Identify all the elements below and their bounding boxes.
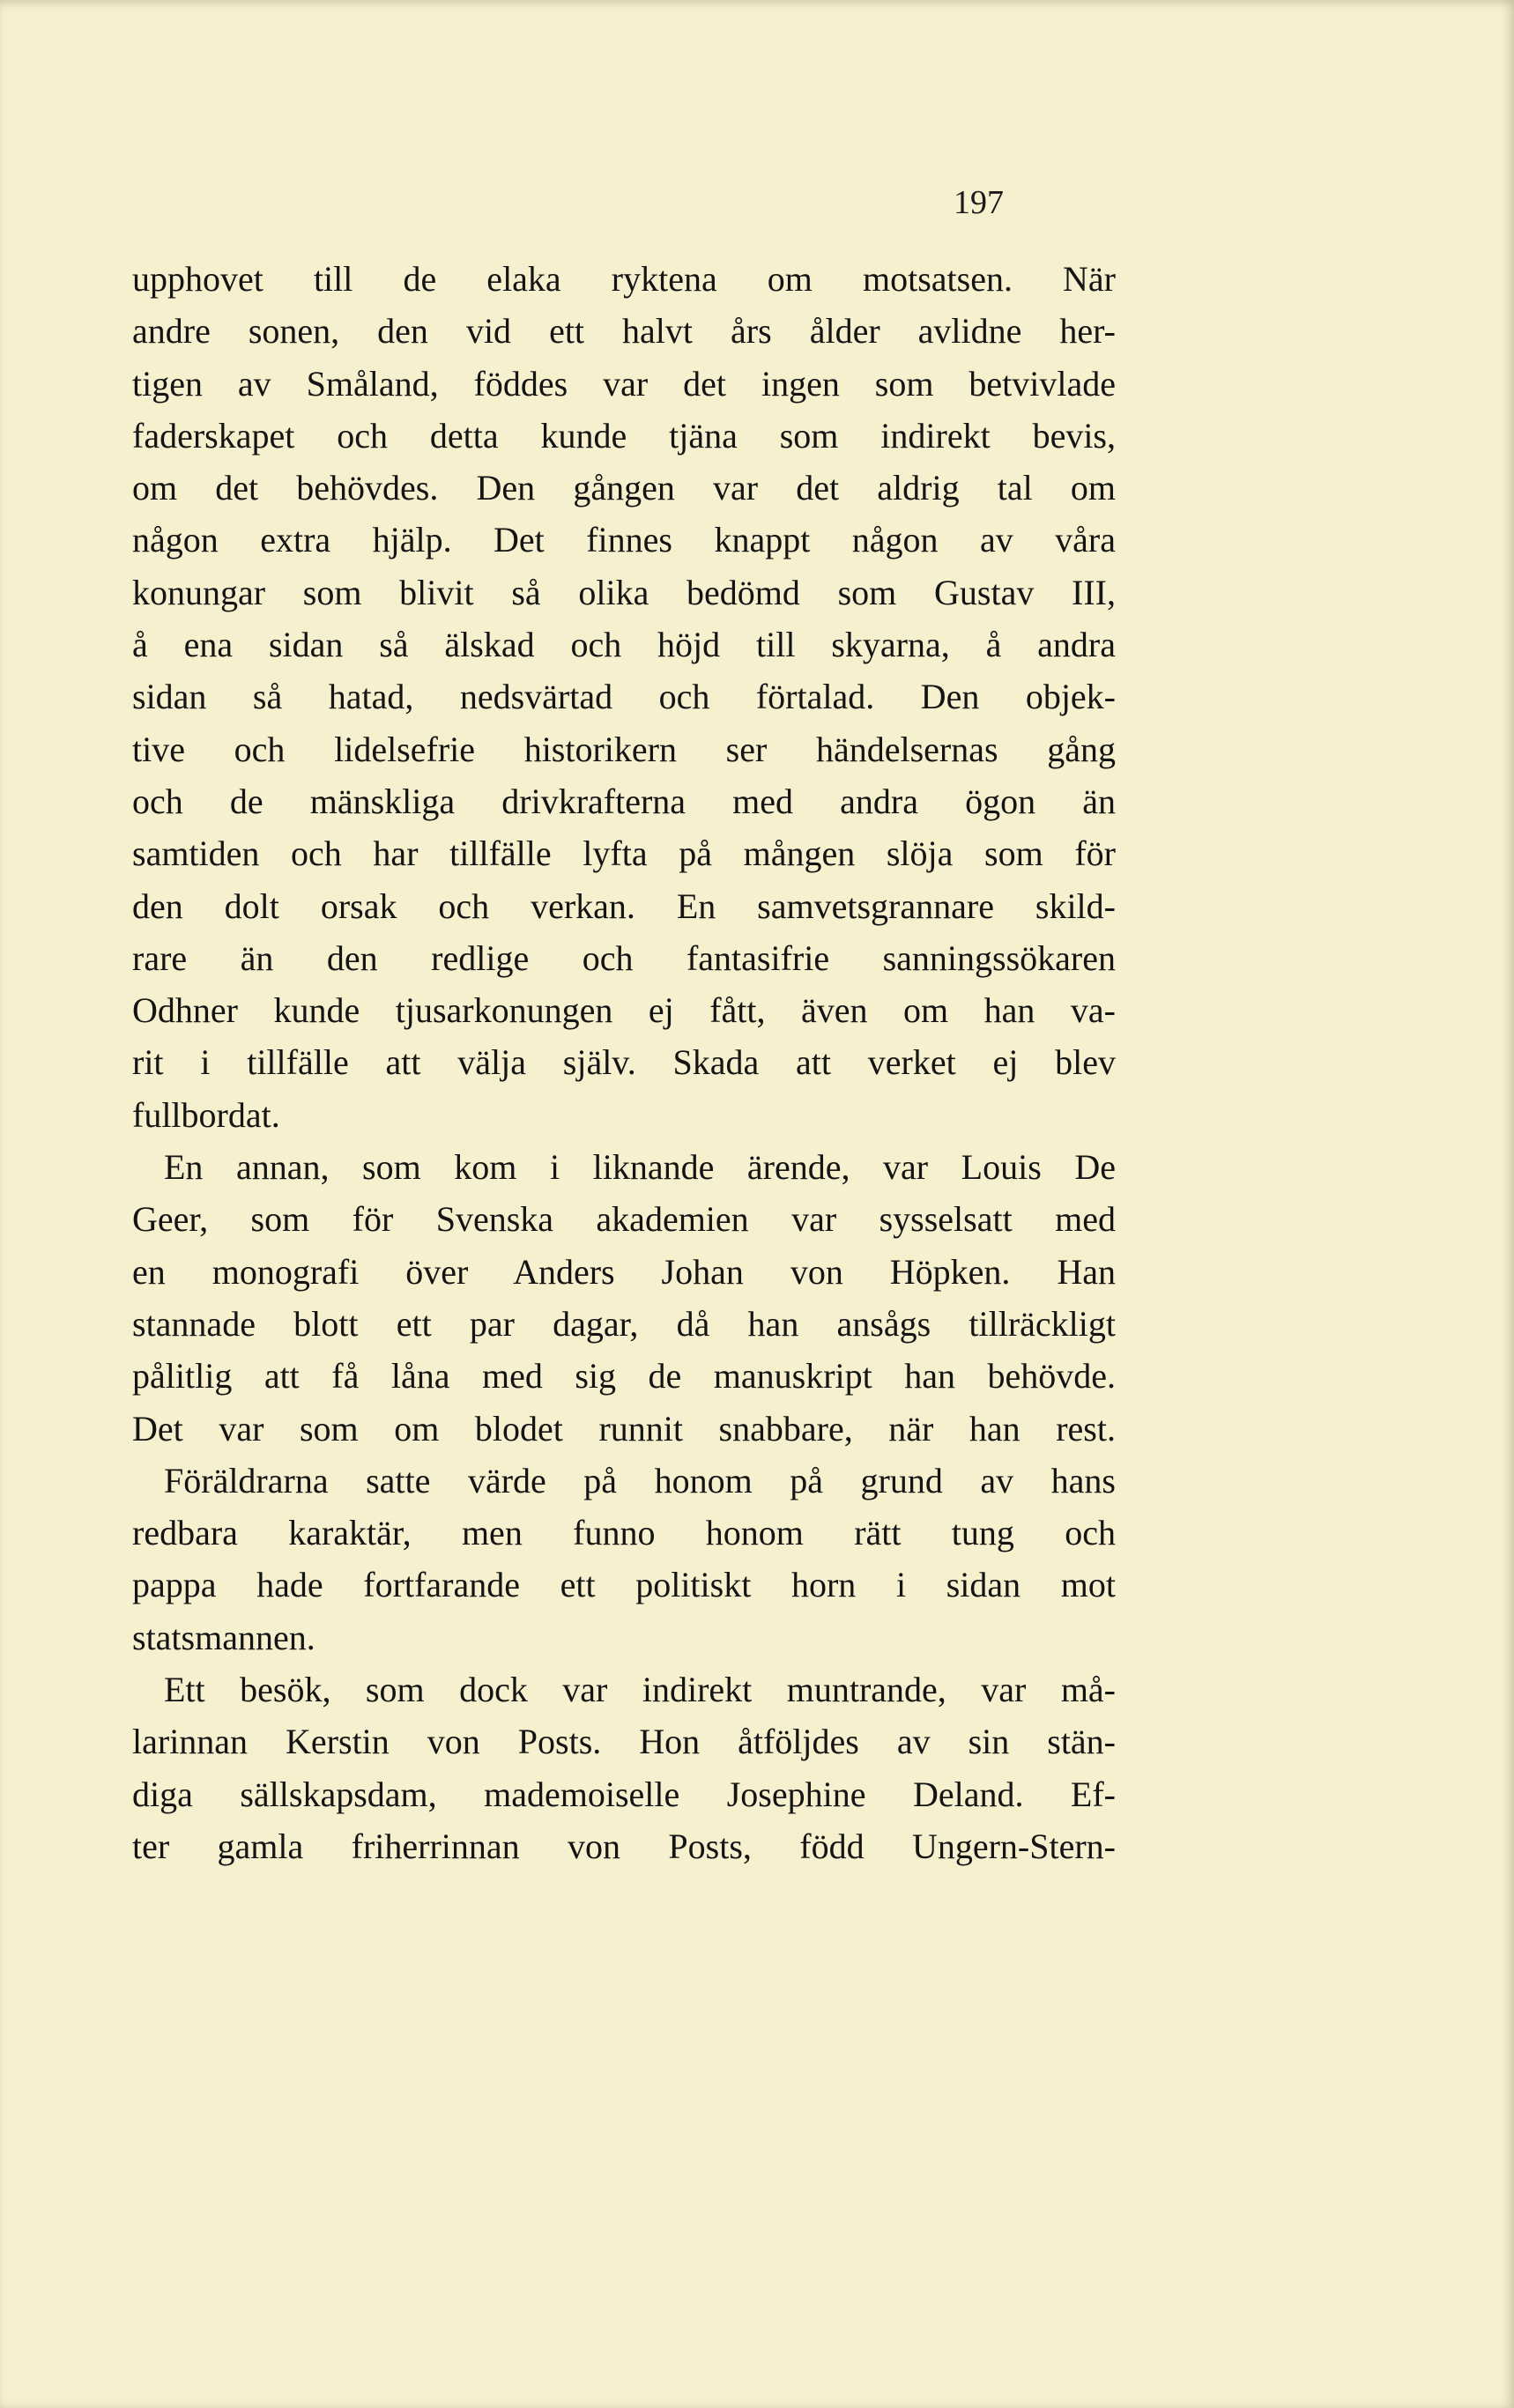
page-number: 197 <box>954 184 1004 221</box>
text-line: konungar som blivit så olika bedömd som Gustav III, <box>132 572 1116 612</box>
text-line: statsmannen. <box>132 1617 315 1657</box>
text-line: stannade blott ett par dagar, då han ansågs tillräckligt <box>132 1303 1116 1344</box>
text-line: å ena sidan så älskad och höjd till skyarna, å andra <box>132 625 1116 665</box>
text-line: ter gamla friherrinnan von Posts, född Ungern-Stern- <box>132 1826 1116 1866</box>
text-line: En annan, som kom i liknande ärende, var Louis De <box>164 1147 1116 1188</box>
text-line: en monografi över Anders Johan von Höpken. Han <box>132 1251 1116 1292</box>
text-line: larinnan Kerstin von Posts. Hon åtföljdes av sin stän- <box>132 1722 1116 1762</box>
text-line: fullbordat. <box>132 1094 280 1135</box>
text-line: Ett besök, som dock var indirekt muntrande, var må- <box>164 1670 1116 1710</box>
text-line: Det var som om blodet runnit snabbare, när han rest. <box>132 1408 1116 1449</box>
text-line: Geer, som för Svenska akademien var sysselsatt med <box>132 1199 1116 1240</box>
text-line: andre sonen, den vid ett halvt års ålder avlidne her- <box>132 311 1116 352</box>
text-line: pålitlig att få låna med sig de manuskript han behövde. <box>132 1356 1116 1397</box>
text-line: pappa hade fortfarande ett politiskt horn i sidan mot <box>132 1565 1116 1605</box>
text-line: diga sällskapsdam, mademoiselle Josephine Deland. Ef- <box>132 1774 1116 1814</box>
text-line: samtiden och har tillfälle lyfta på mången slöja som för <box>132 834 1116 874</box>
text-line: om det behövdes. Den gången var det aldrig tal om <box>132 468 1116 508</box>
text-line: tigen av Småland, föddes var det ingen som betvivlade <box>132 363 1116 404</box>
text-line: rare än den redlige och fantasifrie sanningssökaren <box>132 937 1116 978</box>
text-line: och de mänskliga drivkrafterna med andra ögon än <box>132 781 1116 821</box>
text-line: tive och lidelsefrie historikern ser händelsernas gång <box>132 729 1116 769</box>
text-line: upphovet till de elaka ryktena om motsatsen. När <box>132 259 1116 299</box>
text-line: rit i tillfälle att välja själv. Skada att verket ej blev <box>132 1042 1116 1083</box>
body-text <box>132 253 1116 1872</box>
text-line: sidan så hatad, nedsvärtad och förtalad. Den objek- <box>132 677 1116 717</box>
text-line: redbara karaktär, men funno honom rätt tung och <box>132 1513 1116 1553</box>
text-line: någon extra hjälp. Det finnes knappt någon av våra <box>132 520 1116 560</box>
text-line: Odhner kunde tjusarkonungen ej fått, även om han va- <box>132 990 1116 1031</box>
text-line: den dolt orsak och verkan. En samvetsgrannare skild- <box>132 885 1116 926</box>
text-line: Föräldrarna satte värde på honom på grund av hans <box>164 1460 1116 1500</box>
text-line: faderskapet och detta kunde tjäna som indirekt bevis, <box>132 415 1116 456</box>
